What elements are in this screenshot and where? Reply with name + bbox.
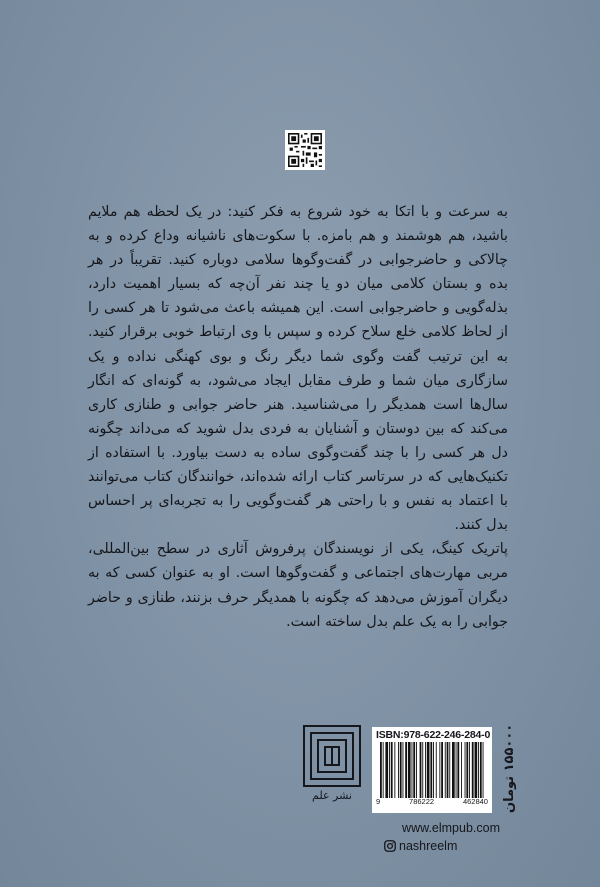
qr-code [285, 130, 325, 170]
barcode-digit-prefix: 9 [376, 797, 381, 806]
barcode-bar [441, 742, 443, 798]
barcode-bar [466, 742, 468, 798]
barcode-bar [457, 742, 459, 798]
barcode-bar [394, 742, 395, 798]
barcode-digits [376, 797, 488, 806]
barcode-bar [439, 742, 440, 798]
barcode-bar [480, 742, 482, 798]
instagram-handle-row [384, 839, 504, 853]
barcode-bar [391, 742, 393, 798]
barcode-digit-group-1: 786222 [409, 797, 435, 806]
barcode-bar [465, 742, 466, 798]
publisher-logo-icon [303, 725, 361, 787]
barcode-bar [430, 742, 432, 798]
barcode-bar [380, 742, 382, 798]
barcode-bar [408, 742, 411, 798]
barcode-bar [445, 742, 446, 798]
barcode-bar [461, 742, 462, 798]
barcode-bar [405, 742, 407, 798]
barcode-icon [376, 742, 488, 798]
barcode-bar [403, 742, 404, 798]
description-paragraph: به سرعت و با اتکا به خود شروع به فکر کنید: در یک لحظه هم ملایم باشید، هم هوشمند و هم بامزه. با سکوت‌های ناشیانه وداع کرده و به چالاکی و حاضرجوابی در گفت‌وگوها سلامی دوباره کنید. تقریباً در هر بده و بستان کلامی میان دو یا چند نفر آن‌چه که بسیار اهمیت دارد، بذله‌گویی و حاضرجوابی است. این همیشه باعث می‌شود تا هر کسی را از لحاظ کلامی خلع سلاح کرده و سپس با وی ارتباط خوبی برقرار کنید. به این ترتیب گفت وگوی شما دیگر رنگ و بوی کهنگی نداده و یک سازگاری میان شما و طرف مقابل ایجاد می‌شود، به گونه‌ای که انگار سال‌ها است همدیگر را می‌شناسید. هنر حاضر جوابی و طنازی کاری می‌کند که بین دوستان و آشنایان به فردی بدل شوید که می‌داند چگونه دل هر کسی را با چند گفت‌وگوی ساده به دست بیاورد. با استفاده از تکنیک‌هایی که در سرتاسر کتاب ارائه شده‌اند، خوانندگان کتاب می‌توانند با اعتماد به نفس و با راحتی هر گفت‌وگویی را به تجربه‌ای پر احساس بدل کنند. [88, 204, 508, 534]
barcode-bar [400, 742, 402, 798]
barcode-bar [383, 742, 384, 798]
barcode-bar [472, 742, 474, 798]
author-paragraph: پاتریک کینگ، یکی از نویسندگان پرفروش آثاری در سطح بین‌المللی، مربی مهارت‌های اجتماعی و گفت‌وگوها است. او به عنوان کسی که به دیگران آموزش می‌دهد که چگونه با همدیگر حرف بزنند، طنازی و حاضر جوابی را به یک علم بدل ساخته است. [88, 541, 508, 630]
barcode-bar [456, 742, 457, 798]
barcode-bar [412, 742, 413, 798]
barcode-bar [425, 742, 426, 798]
instagram-handle: nashreelm [399, 839, 458, 853]
barcode-bar [483, 742, 484, 798]
barcode-bar [427, 742, 430, 798]
barcode-bar [475, 742, 478, 798]
barcode-bar [416, 742, 417, 798]
instagram-icon [384, 840, 396, 852]
barcode-bar [469, 742, 470, 798]
website-url: www.elmpub.com [402, 821, 500, 835]
price-label: ۱۵۵۰۰۰ تومان [502, 723, 517, 813]
barcode-bar [436, 742, 437, 798]
publisher-name: نشر علم [312, 789, 352, 802]
qr-code-icon [288, 133, 322, 167]
barcode-bar [420, 742, 422, 798]
barcode-bar [413, 742, 415, 798]
barcode-bar [478, 742, 479, 798]
publisher-logo [302, 725, 362, 815]
barcode-bar [398, 742, 399, 798]
barcode-bar [452, 742, 455, 798]
barcode-digit-group-2: 462840 [462, 797, 488, 806]
isbn-number: ISBN:978-622-246-284-0 [376, 729, 491, 741]
barcode-bar [389, 742, 390, 798]
barcode-bar [422, 742, 423, 798]
isbn-barcode-box [372, 727, 492, 813]
barcode-bar [385, 742, 388, 798]
barcode-bar [449, 742, 450, 798]
barcode-bar [447, 742, 449, 798]
barcode-bar [433, 742, 434, 798]
back-cover-text [88, 200, 508, 634]
